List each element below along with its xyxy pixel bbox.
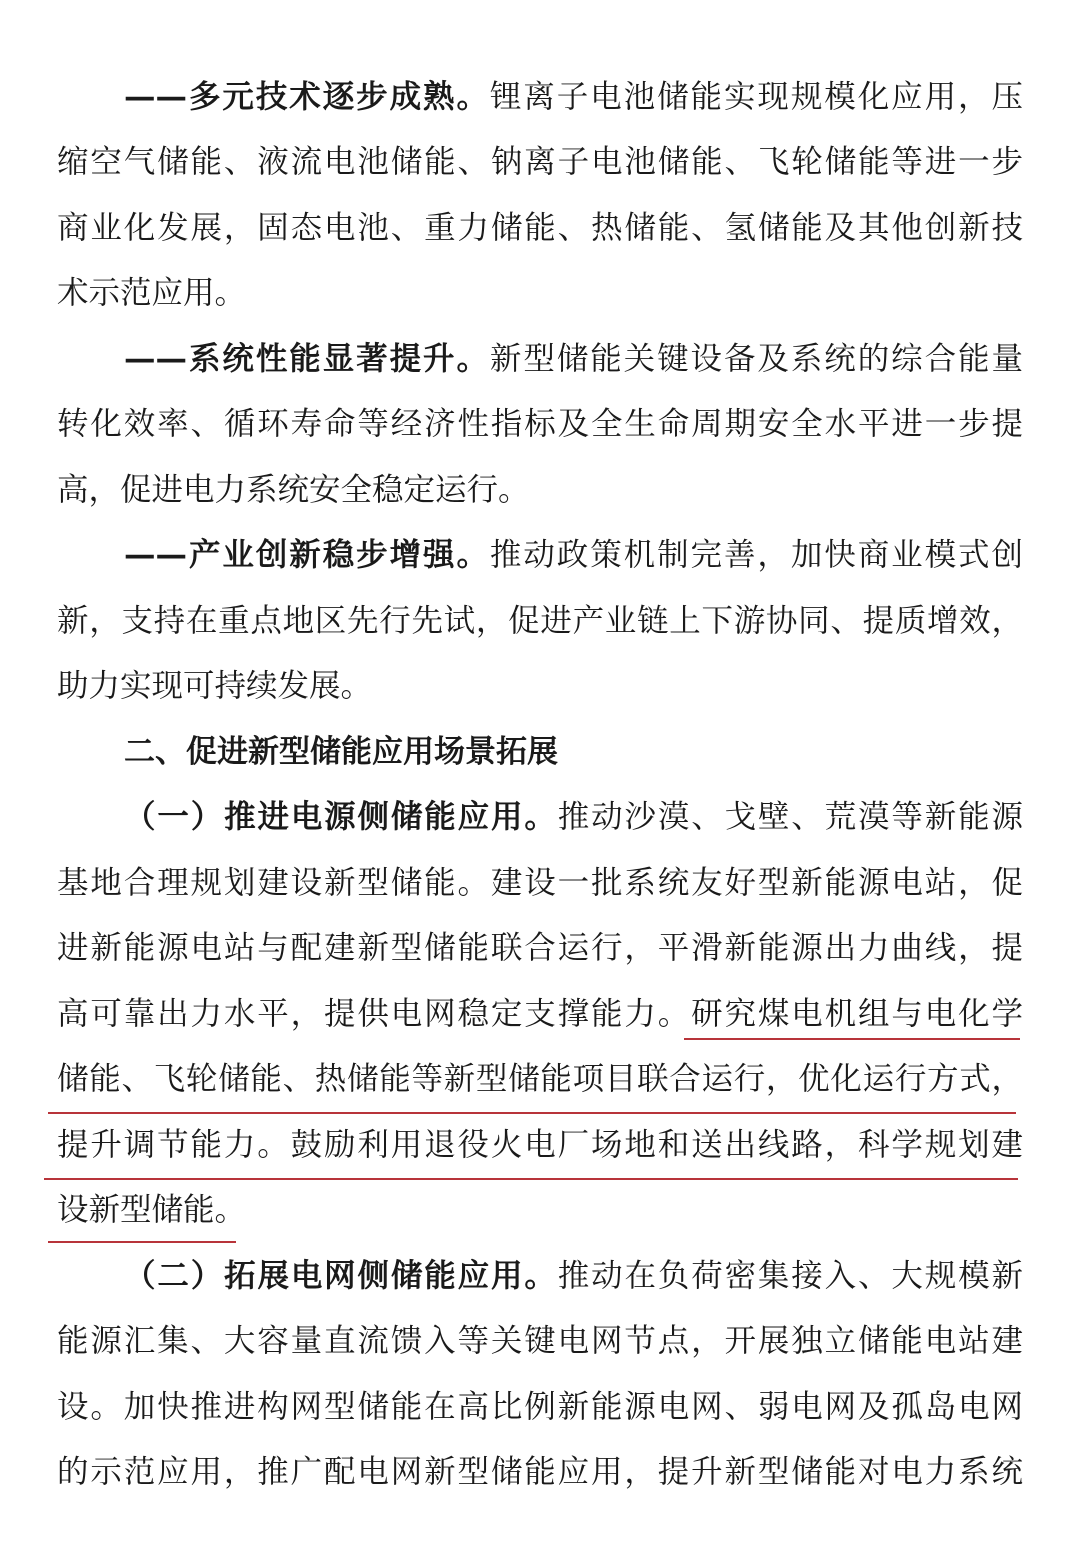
paragraph-1-line-2: 缩空气储能、液流电池储能、钠离子电池储能、飞轮储能等进一步	[57, 144, 1023, 180]
paragraph-3-line-1	[124, 530, 1023, 580]
highlight-underline-3	[44, 1178, 1018, 1180]
paragraph-4-line-1-text: 推动沙漠、戈壁、荒漠等新能源	[557, 799, 1023, 835]
paragraph-4-line-1	[124, 792, 1023, 842]
highlight-underline-2	[48, 1112, 1016, 1114]
bullet-lead-industry-innovation: ——产业创新稳步增强。	[124, 536, 490, 573]
highlight-underline-4	[48, 1241, 236, 1243]
paragraph-5-line-3: 设。加快推进构网型储能在高比例新能源电网、弱电网及孤岛电网	[57, 1389, 1023, 1425]
paragraph-1-line-3: 商业化发展，固态电池、重力储能、热储能、氢储能及其他创新技	[57, 210, 1023, 246]
paragraph-2-line-1-text: 新型储能关键设备及系统的综合能量	[489, 341, 1023, 377]
paragraph-4-line-2: 基地合理规划建设新型储能。建设一批系统友好型新能源电站，促	[57, 865, 1023, 901]
paragraph-5-line-4: 的示范应用，推广配电网新型储能应用，提升新型储能对电力系统	[57, 1454, 1023, 1490]
paragraph-3-line-1-text: 推动政策机制完善，加快商业模式创	[489, 537, 1023, 573]
bullet-lead-system-performance: ——系统性能显著提升。	[124, 340, 490, 377]
paragraph-4-line-6: 提升调节能力。鼓励利用退役火电厂场地和送出线路，科学规划建	[57, 1127, 1023, 1163]
paragraph-3-line-2: 新，支持在重点地区先行先试，促进产业链上下游协同、提质增效，	[57, 603, 1023, 639]
paragraph-5-line-1-text: 推动在负荷密集接入、大规模新	[557, 1258, 1023, 1294]
paragraph-5-line-1	[124, 1251, 1023, 1301]
paragraph-3-line-3: 助力实现可持续发展。	[57, 668, 373, 704]
paragraph-4-line-3: 进新能源电站与配建新型储能联合运行，平滑新能源出力曲线，提	[57, 930, 1023, 966]
item-lead-grid-side: （二）拓展电网侧储能应用。	[124, 1257, 558, 1294]
bullet-lead-diverse-tech: ——多元技术逐步成熟。	[124, 78, 490, 115]
section-heading: 二、促进新型储能应用场景拓展	[124, 734, 558, 770]
paragraph-1-line-1	[124, 72, 1023, 122]
paragraph-4-line-7: 设新型储能。	[57, 1192, 247, 1228]
paragraph-4-line-4: 高可靠出力水平，提供电网稳定支撑能力。研究煤电机组与电化学	[57, 996, 1023, 1032]
paragraph-5-line-2: 能源汇集、大容量直流馈入等关键电网节点，开展独立储能电站建	[57, 1323, 1023, 1359]
highlight-underline-1	[684, 1038, 1020, 1040]
item-lead-power-side: （一）推进电源侧储能应用。	[124, 798, 558, 835]
paragraph-2-line-2: 转化效率、循环寿命等经济性指标及全生命周期安全水平进一步提	[57, 406, 1023, 442]
paragraph-2-line-3: 高，促进电力系统安全稳定运行。	[57, 472, 530, 508]
paragraph-4-line-5: 储能、飞轮储能、热储能等新型储能项目联合运行，优化运行方式，	[57, 1061, 1023, 1097]
paragraph-1-line-4: 术示范应用。	[57, 275, 247, 311]
paragraph-2-line-1	[124, 334, 1023, 384]
paragraph-1-line-1-text: 锂离子电池储能实现规模化应用，压	[489, 79, 1023, 115]
